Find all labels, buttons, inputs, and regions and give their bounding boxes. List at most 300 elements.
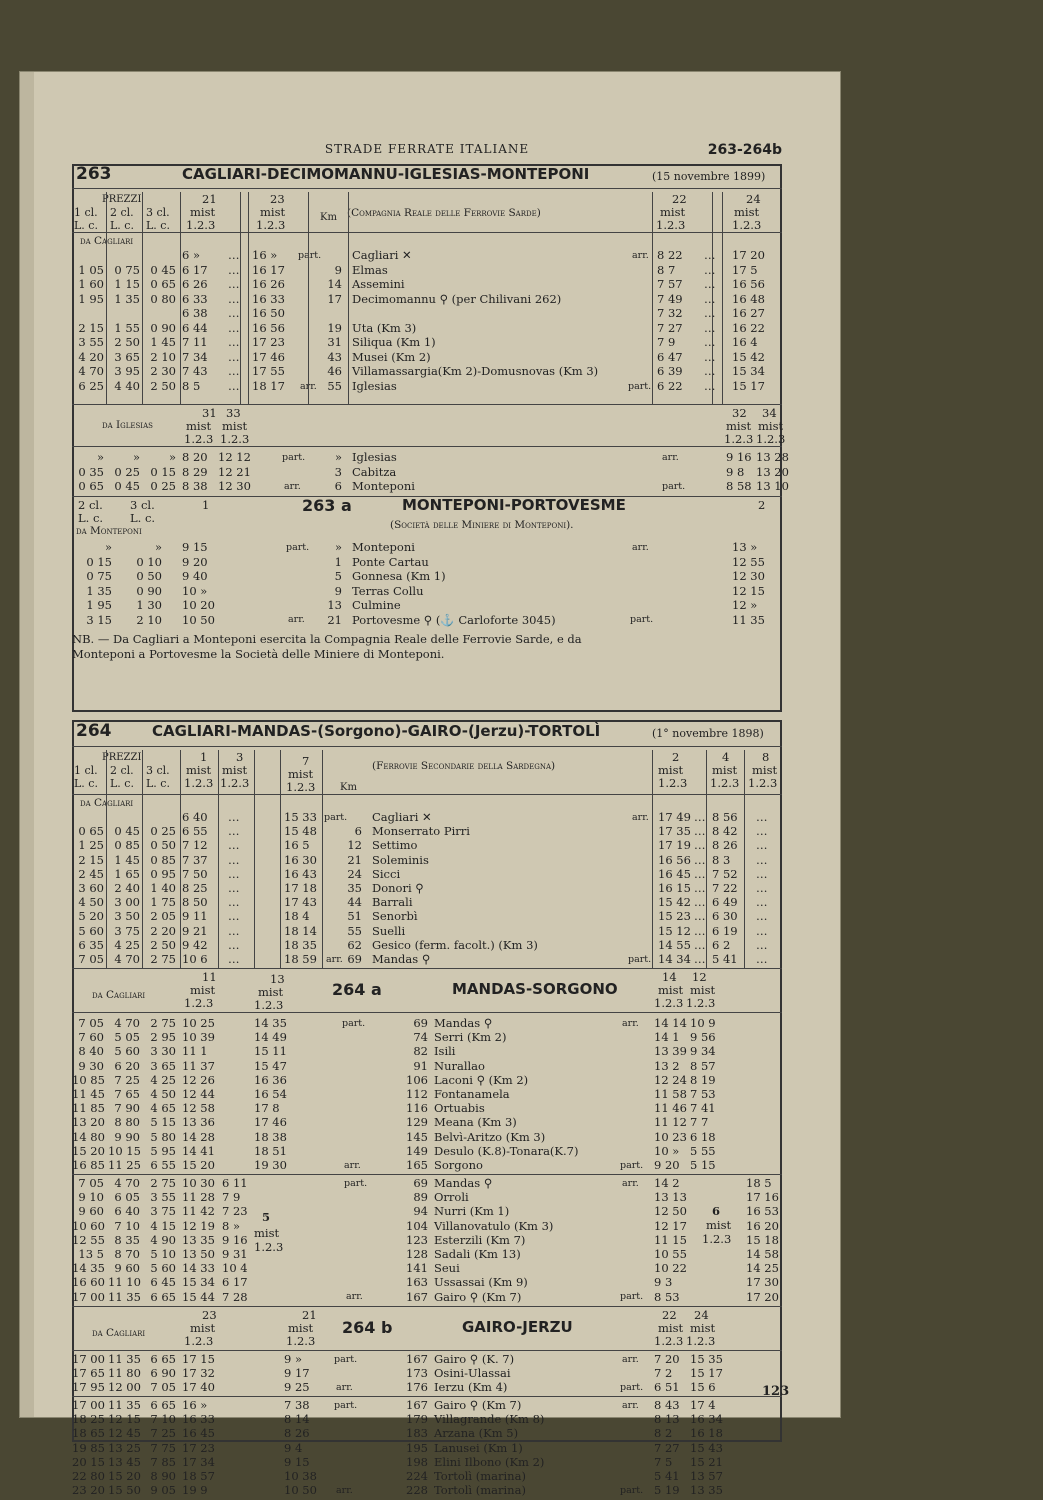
- price-3cl: 5 10: [150, 1247, 176, 1261]
- from-iglesias: da Iglesias: [102, 419, 153, 431]
- distance-km: 141: [406, 1261, 428, 1276]
- price-1cl: 9 10: [78, 1190, 104, 1205]
- dots: …: [694, 838, 706, 853]
- rule: [72, 968, 782, 969]
- dots: …: [704, 349, 716, 364]
- arr-label: arr.: [632, 812, 649, 823]
- cls: 1.2.3: [654, 996, 684, 1010]
- time-train-4: 8 42: [712, 824, 738, 839]
- price-1cl: 10 60: [72, 1218, 105, 1233]
- time-train-11: 12 58: [182, 1101, 215, 1116]
- currency-263a: L. c.: [130, 511, 156, 525]
- time-train-34: 13 20: [756, 464, 789, 479]
- time-train-4: 8 3: [712, 852, 731, 867]
- price-3cl: 7 25: [150, 1426, 176, 1441]
- dots: …: [756, 937, 768, 952]
- distance-km: 69: [413, 1016, 428, 1030]
- price-2cl: 3 00: [114, 895, 140, 910]
- time-train-31: 8 20: [182, 450, 208, 464]
- cls-22: 1.2.3: [656, 218, 686, 232]
- time-train-22: 6 47: [657, 349, 683, 364]
- time-train-21: 6 26: [182, 277, 208, 291]
- time-train-24: 13 57: [690, 1469, 723, 1483]
- part-label: part.: [662, 481, 686, 492]
- part-label: part.: [630, 614, 654, 625]
- arr-label: arr.: [662, 452, 679, 463]
- time-train-1: 8 25: [182, 881, 208, 895]
- price-1cl: 1 25: [78, 838, 104, 853]
- time-train-11: 12 19: [182, 1218, 215, 1233]
- rule: [72, 1396, 782, 1397]
- from-monteponi: da Monteponi: [76, 525, 142, 537]
- dots: …: [704, 277, 716, 291]
- time-train-7: 18 35: [284, 937, 317, 952]
- time-train-21: 6 33: [182, 291, 208, 306]
- dots: …: [704, 320, 716, 335]
- section-title-264a: 264 a: [332, 980, 382, 999]
- dots: …: [756, 909, 768, 924]
- price-2cl: 3 50: [114, 909, 140, 924]
- time-train-2: 12 55: [732, 554, 765, 569]
- part-label: part.: [628, 380, 652, 392]
- time-train-13: 15 47: [254, 1058, 287, 1073]
- company-263: (Compagnia Reale delle Ferrovie Sarde): [347, 207, 541, 219]
- price-1cl: 19 85: [72, 1440, 105, 1455]
- distance-km: 46: [327, 364, 342, 378]
- prices-label: PREZZI: [102, 752, 142, 763]
- distance-km: 55: [327, 378, 342, 393]
- part-label: part.: [286, 542, 310, 553]
- mist: mist: [288, 767, 314, 781]
- station-name: Villagrande (Km 8): [434, 1412, 545, 1427]
- time-train-6: 17 30: [746, 1275, 779, 1290]
- price-3cl: 6 65: [150, 1289, 176, 1304]
- price-2cl: 0 15: [86, 554, 112, 569]
- price-3cl: 3 65: [150, 1058, 176, 1073]
- price-1cl: 18 25: [72, 1412, 105, 1427]
- price-2cl: 7 65: [114, 1087, 140, 1101]
- distance-km: 51: [347, 909, 362, 924]
- time-train-11: 12 26: [182, 1072, 215, 1087]
- price-1cl: 9 60: [78, 1204, 104, 1219]
- arr-label: arr.: [622, 1178, 639, 1189]
- currency-header: L. c.: [110, 777, 134, 790]
- currency-header: L. c.: [146, 777, 170, 790]
- station-name: Elmas: [352, 262, 388, 277]
- time-train-24: 15 6: [690, 1380, 716, 1395]
- time-train-7: 17 43: [284, 895, 317, 910]
- time-train-24: 15 34: [732, 364, 765, 378]
- time-train-21: 8 14: [284, 1412, 310, 1427]
- time-train-5: 9 16: [222, 1232, 248, 1247]
- distance-km: 145: [406, 1129, 428, 1144]
- price-2cl: 3 65: [114, 349, 140, 364]
- price-2cl: 0 85: [114, 838, 140, 853]
- distance-km: 228: [406, 1483, 428, 1498]
- station-name: Mandas ⚲: [372, 952, 431, 966]
- time-train-24: 15 21: [690, 1454, 723, 1469]
- station-name: Gairo ⚲ (Km 7): [434, 1398, 522, 1412]
- time-train-7: 16 43: [284, 866, 317, 881]
- station-name: Belvì-Aritzo (Km 3): [434, 1129, 546, 1144]
- train-14: 14: [662, 970, 677, 984]
- distance-km: 173: [406, 1366, 428, 1381]
- time-train-22: 6 22: [657, 378, 683, 393]
- time-train-14: 10 23: [654, 1129, 687, 1144]
- time-train-14: 11 46: [654, 1101, 687, 1116]
- price-3cl: 0 80: [150, 291, 176, 306]
- time-train-23: 16 45: [182, 1426, 215, 1441]
- distance-km: 198: [406, 1454, 428, 1469]
- time-train-2: 12 15: [732, 583, 765, 598]
- time-train-33: 12 12: [218, 450, 251, 464]
- price-1cl: 15 20: [72, 1143, 105, 1158]
- price-3cl: 2 20: [150, 923, 176, 938]
- time-train-4: 6 30: [712, 909, 738, 924]
- cls: 1.2.3: [254, 998, 284, 1012]
- time-train-12: 9 56: [690, 1030, 716, 1045]
- distance-km: 179: [406, 1412, 428, 1427]
- currency-header: L. c.: [110, 219, 134, 232]
- distance-km: 224: [406, 1469, 428, 1483]
- time-train-23: 17 46: [252, 349, 285, 364]
- station-name: Sorgono: [434, 1158, 483, 1172]
- time-train-23: 16 »: [182, 1398, 208, 1412]
- price-3cl: 8 90: [150, 1469, 176, 1483]
- time-train-13: 15 11: [254, 1044, 287, 1059]
- price-1cl: 23 20: [72, 1483, 105, 1498]
- column-rule: [280, 750, 281, 968]
- dots: …: [694, 852, 706, 867]
- section-name-263: CAGLIARI-DECIMOMANNU-IGLESIAS-MONTEPONI: [182, 165, 590, 183]
- time-train-1: 9 20: [182, 554, 208, 569]
- price-3cl: 0 25: [150, 479, 176, 493]
- price-3cl: 2 50: [150, 937, 176, 952]
- footnote-line-2: Monteponi a Portovesme la Società delle Miniere di Monteponi.: [72, 647, 445, 661]
- dots: …: [756, 852, 768, 867]
- price-1cl: 1 60: [78, 277, 104, 291]
- arr-label: arr.: [632, 250, 649, 261]
- price-2cl: 1 55: [114, 320, 140, 335]
- section-title-264: 264: [76, 721, 112, 741]
- mist-31: mist: [186, 419, 212, 433]
- prices-label: PREZZI: [102, 194, 142, 205]
- price-1cl: 11 85: [72, 1101, 105, 1116]
- time-train-7: 16 5: [284, 838, 310, 853]
- time-train-32: 8 58: [726, 479, 752, 493]
- dots: …: [228, 810, 240, 824]
- time-train-13: 14 49: [254, 1030, 287, 1045]
- mist: mist: [706, 1218, 732, 1232]
- cls-34: 1.2.3: [756, 432, 786, 446]
- time-train-1: 9 42: [182, 937, 208, 952]
- mist: mist: [254, 1226, 280, 1240]
- station-name: Tortolì (marina): [434, 1483, 526, 1498]
- distance-km: 112: [406, 1087, 428, 1101]
- arr-label: arr.: [300, 380, 317, 392]
- time-train-22: 8 7: [657, 262, 676, 277]
- time-train-23: 17 34: [182, 1454, 215, 1469]
- time-train-23: 16 17: [252, 262, 285, 277]
- distance-km: 5: [334, 569, 342, 583]
- distance-km: 167: [406, 1289, 428, 1304]
- cls: 1.2.3: [748, 776, 778, 790]
- section-263-frame: [72, 164, 782, 712]
- running-title: STRADE FERRATE ITALIANE: [324, 142, 530, 156]
- time-train-24: 15 17: [732, 378, 765, 393]
- time-train-13: 16 54: [254, 1087, 287, 1101]
- arr-label: arr.: [336, 1485, 353, 1496]
- section-title-264b: 264 b: [342, 1318, 393, 1337]
- station-name: Osini-Ulassai: [434, 1366, 511, 1381]
- distance-km: 123: [406, 1232, 428, 1247]
- train-22: 22: [672, 192, 687, 206]
- station-name: Sadali (Km 13): [434, 1247, 521, 1261]
- price-3cl: 0 85: [150, 852, 176, 867]
- station-name: Monteponi: [352, 479, 415, 493]
- price-1cl: 0 65: [78, 824, 104, 839]
- distance-km: 176: [406, 1380, 428, 1395]
- column-rule: [744, 750, 745, 968]
- time-train-11: 12 44: [182, 1087, 215, 1101]
- time-train-1: 7 12: [182, 838, 208, 853]
- dots: …: [228, 291, 240, 306]
- dots: …: [756, 923, 768, 938]
- cls: 1.2.3: [286, 780, 316, 794]
- price-3cl: 2 10: [150, 349, 176, 364]
- column-rule: [706, 750, 707, 968]
- price-3cl: 1 75: [150, 895, 176, 910]
- time-train-14: 11 12: [654, 1115, 687, 1130]
- time-train-11: 13 36: [182, 1115, 215, 1130]
- currency-header: L. c.: [74, 777, 98, 790]
- from-cagliari: da Cagliari: [80, 235, 134, 247]
- distance-km: 17: [327, 291, 342, 306]
- train-11: 11: [202, 970, 217, 984]
- time-train-23: 18 57: [182, 1469, 215, 1483]
- price-2cl: 11 10: [108, 1275, 141, 1290]
- price-2cl: 9 60: [114, 1261, 140, 1276]
- time-train-1: 10 6: [182, 952, 208, 966]
- price-3cl: 6 65: [150, 1398, 176, 1412]
- column-rule: [248, 192, 249, 404]
- cls: 1.2.3: [686, 996, 716, 1010]
- time-train-2: 14 34: [658, 952, 691, 966]
- price-1cl: 13 20: [72, 1115, 105, 1130]
- distance-km: 14: [327, 277, 342, 291]
- distance-km: 24: [347, 866, 362, 881]
- train-13: 13: [270, 972, 285, 986]
- dots: …: [228, 824, 240, 839]
- column-rule: [142, 750, 143, 968]
- mist-33: mist: [222, 419, 248, 433]
- price-2cl: 3 95: [114, 364, 140, 378]
- station-name: Settimo: [372, 838, 418, 853]
- price-3cl: 0 90: [136, 583, 162, 598]
- time-train-21: 6 17: [182, 262, 208, 277]
- rule: [72, 446, 782, 447]
- time-train-24: 16 22: [732, 320, 765, 335]
- station-name: Portovesme ⚲ (⚓ Carloforte 3045): [352, 612, 556, 627]
- mist-22: mist: [660, 205, 686, 219]
- company-264: (Ferrovie Secondarie della Sardegna): [372, 760, 556, 772]
- price-3cl: 2 05: [150, 909, 176, 924]
- time-train-12: 7 53: [690, 1087, 716, 1101]
- dots: …: [228, 378, 240, 393]
- time-train-11: 14 41: [182, 1143, 215, 1158]
- time-train-1: 9 40: [182, 569, 208, 583]
- price-2cl: 11 35: [108, 1289, 141, 1304]
- time-train-2: 17 35: [658, 824, 691, 839]
- dots: …: [694, 810, 706, 824]
- time-train-2: 14 55: [658, 937, 691, 952]
- mist: mist: [690, 983, 716, 997]
- dots: …: [228, 349, 240, 364]
- price-2cl: 11 35: [108, 1352, 141, 1366]
- station-name: Mandas ⚲: [434, 1016, 493, 1030]
- station-name: Ortuabis: [434, 1101, 485, 1116]
- column-rule: [722, 192, 723, 404]
- time-train-6: 16 53: [746, 1204, 779, 1219]
- price-3cl: 7 05: [150, 1380, 176, 1395]
- time-train-11: 11 37: [182, 1058, 215, 1073]
- price-3cl: 0 50: [136, 569, 162, 583]
- time-train-23: 17 40: [182, 1380, 215, 1395]
- time-train-21: 10 38: [284, 1469, 317, 1483]
- part-label: part.: [342, 1018, 366, 1029]
- dots: …: [704, 262, 716, 277]
- time-train-14: 8 53: [654, 1289, 680, 1304]
- time-train-22: 5 19: [654, 1483, 680, 1498]
- station-name: Monserrato Pirri: [372, 824, 470, 839]
- part-label: part.: [324, 812, 348, 823]
- dots: …: [228, 937, 240, 952]
- time-train-22: 8 2: [654, 1426, 673, 1441]
- mist: mist: [712, 763, 738, 777]
- time-train-2: 17 19: [658, 838, 691, 853]
- time-train-13: 14 35: [254, 1016, 287, 1030]
- station-name: Fontanamela: [434, 1087, 510, 1101]
- train-21: 21: [302, 1308, 317, 1322]
- station-name: Gonnesa (Km 1): [352, 569, 446, 583]
- arr-label: arr.: [344, 1160, 361, 1171]
- cls-23: 1.2.3: [256, 218, 286, 232]
- time-train-7: 16 30: [284, 852, 317, 867]
- price-2cl: 13 45: [108, 1454, 141, 1469]
- section-name-264a: MANDAS-SORGONO: [452, 980, 618, 998]
- time-train-2: 16 56: [658, 852, 691, 867]
- arr-label: arr.: [622, 1354, 639, 1365]
- time-train-2: 13 »: [732, 540, 758, 554]
- distance-km: 104: [406, 1218, 428, 1233]
- part-label: part.: [282, 452, 306, 463]
- price-1cl: 5 60: [78, 923, 104, 938]
- time-train-24: 15 17: [690, 1366, 723, 1381]
- time-train-22: 7 27: [654, 1440, 680, 1455]
- distance-km: 129: [406, 1115, 428, 1130]
- time-train-4: 8 56: [712, 810, 738, 824]
- arr-label: arr.: [288, 614, 305, 625]
- time-train-12: 10 9: [690, 1016, 716, 1030]
- distance-km: »: [334, 450, 342, 464]
- distance-km: 163: [406, 1275, 428, 1290]
- dots: …: [694, 866, 706, 881]
- price-3cl: 4 90: [150, 1232, 176, 1247]
- part-label: part.: [628, 954, 652, 965]
- class-header: 2 cl.: [110, 206, 134, 219]
- time-train-21: 8 26: [284, 1426, 310, 1441]
- price-3cl: 3 30: [150, 1044, 176, 1059]
- price-3cl: 4 15: [150, 1218, 176, 1233]
- station-name: Meana (Km 3): [434, 1115, 517, 1130]
- station-name: Iglesias: [352, 450, 397, 464]
- price-2cl: 11 80: [108, 1366, 141, 1381]
- price-3cl: 1 45: [150, 335, 176, 349]
- station-name: Esterzili (Km 7): [434, 1232, 526, 1247]
- distance-km: 21: [327, 612, 342, 627]
- dots: …: [228, 852, 240, 867]
- class-3cl-263a: 3 cl.: [130, 498, 155, 512]
- time-train-21: 7 38: [284, 1398, 310, 1412]
- time-train-5: 7 9: [222, 1190, 241, 1205]
- time-train-32: 9 16: [726, 450, 752, 464]
- column-rule: [106, 192, 107, 404]
- mist-24: mist: [734, 205, 760, 219]
- column-rule: [254, 750, 255, 968]
- dots: …: [756, 881, 768, 895]
- price-3cl: 6 45: [150, 1275, 176, 1290]
- price-2cl: 7 90: [114, 1101, 140, 1116]
- time-train-7: 18 4: [284, 909, 310, 924]
- rule: [72, 404, 782, 405]
- distance-km: 128: [406, 1247, 428, 1261]
- train-34: 34: [762, 406, 777, 420]
- time-train-24: 13 35: [690, 1483, 723, 1498]
- column-rule: [106, 750, 107, 968]
- time-train-7: 15 48: [284, 824, 317, 839]
- dots: …: [694, 952, 706, 966]
- price-3cl: 0 50: [150, 838, 176, 853]
- time-train-14: 10 55: [654, 1247, 687, 1261]
- time-train-24: 16 27: [732, 306, 765, 320]
- station-name: Barrali: [372, 895, 413, 910]
- price-2cl: 3 75: [114, 923, 140, 938]
- time-train-2: 15 12: [658, 923, 691, 938]
- binding-strip: [20, 72, 34, 1417]
- station-name: Seui: [434, 1261, 460, 1276]
- part-label: part.: [334, 1400, 358, 1411]
- time-train-23: 16 33: [252, 291, 285, 306]
- mist-23: mist: [260, 205, 286, 219]
- time-train-1: 8 50: [182, 895, 208, 910]
- train-5: 5: [262, 1210, 271, 1224]
- price-3cl: 2 95: [150, 1030, 176, 1045]
- km-header: Km: [340, 782, 357, 793]
- price-2cl: 1 95: [86, 598, 112, 612]
- time-train-24: 16 34: [690, 1412, 723, 1427]
- price-3cl: 5 95: [150, 1143, 176, 1158]
- price-3cl: 3 55: [150, 1190, 176, 1205]
- time-train-21: 6 »: [182, 248, 201, 262]
- dots: …: [228, 277, 240, 291]
- price-2cl: 11 25: [108, 1158, 141, 1172]
- train-4: 4: [722, 750, 730, 764]
- price-1cl: 2 15: [78, 852, 104, 867]
- part-label: part.: [298, 250, 322, 261]
- price-1cl: »: [96, 450, 104, 464]
- section-name-264b: GAIRO-JERZU: [462, 1318, 573, 1336]
- dots: …: [704, 248, 716, 262]
